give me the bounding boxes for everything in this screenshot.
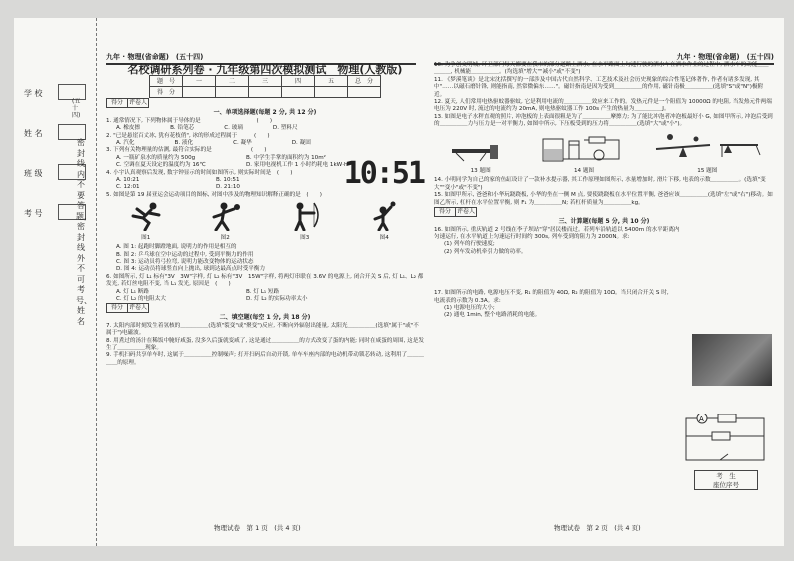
section-1-title: 一、单项选择题(每题 2 分, 共 12 分) xyxy=(213,109,317,117)
table-tennis-icon xyxy=(204,201,246,231)
question-17: 17. 如图所示的电路, 电源电压不变, R₁ 的阻值为 40Ω, R₂ 的阻值为 10Ω。当只闭合开关 S 时, 电流表的示数为 0.3A。求: xyxy=(434,290,669,304)
page-2 xyxy=(434,62,774,320)
question-16: 16. 如图所示, 重庆轨道 2 号线在李子坝站"穿"居民楼而过。若列车沿轨道以 5400m 的水平距离内匀速运行, 在水平轨道上匀速运行时间约 300s, 列车受到的阻力为 2000N。求: xyxy=(434,226,680,240)
question-15: 15. 如图甲所示, 爸爸和小华玩跷跷板, 小华的坐在一侧 M 点, 要使跷跷板在水平位置平衡, 爸爸应该＿＿＿＿＿(选填"左"或"右")移动。如图乙所示, 杠杆在水平位置平衡, 则 F₁ 为＿＿＿＿＿N; 若杠杆质量为＿＿＿＿＿kg。 xyxy=(434,192,773,206)
question-3: 3. 下列有关物理量的估测, 最符合实际的是 ( ) xyxy=(106,147,267,154)
figure-row-13-15 xyxy=(434,131,774,176)
page-1 xyxy=(106,62,424,367)
question-3-options: A. 一瓶矿泉水的质量约为 500g B. 中学生手掌的面积约为 10m² C. 空调在夏天设定的温度约为 16℃ D. 家用电视机工作 1 小时约耗电 1kW·h xyxy=(116,154,348,169)
svg-text:A: A xyxy=(699,415,704,423)
question-2-options: A. 汽化 B. 液化 C. 凝华 D. 凝固 xyxy=(116,140,311,147)
question-11: 11. 《梦溪笔谈》是北宋沈括撰写的一部涉及中国古代自然科学、工艺技术及社会历史现象的综合性笔记体著作, 作者有诸多发现, 其中"……以磁石磨针锋, 则能指南, 然常微偏东……"。磁针指南是因为受到＿＿＿＿＿的作用, 磁针南极＿＿＿＿＿(选填"S"或"N")极附近。 xyxy=(434,76,764,98)
sport-icons xyxy=(106,201,424,242)
question-5: 5. 如图是第 19 届亚运会运动项目的图标, 对图中涉及的物理知识解释正确的是 ( ) xyxy=(106,191,322,198)
question-13: 13. 如图是电子水秤直观的照片, 冲泡板的上表面很粗是为了＿＿＿＿＿摩擦力; 为了能比冲泡者冲泡板最好小 G, 如图甲所示, 冲泡后受到的＿＿＿＿＿力与压力是一对平衡力, 如图中所示, 下压板受到的压力将＿＿＿＿＿(选填"大"或"小")。 xyxy=(434,113,773,128)
question-1: 1. 通常情况下, 下列物体属于导体的是 ( ) xyxy=(106,117,273,124)
figure-2: 图2 xyxy=(204,201,246,242)
name-field: 姓 名 xyxy=(24,128,88,139)
figure-14: 14 题图 xyxy=(539,131,629,176)
question-1-options: A. 橡皮擦 B. 铅笔芯 C. 玻璃 D. 塑料尺 xyxy=(116,125,298,132)
figure-15: 15 题图 xyxy=(652,131,762,176)
figure-13: 13 题图 xyxy=(446,131,516,176)
question-10: 10. 为争创文明城, 环卫部门每天都要在我市的部分道路上洒水, 在水平路面上匀速行驶的洒水车在洒水作业的过程中, 洒水车的动能＿＿＿＿＿, 机械能＿＿＿＿＿。(均选填"增大""减小"或"不变") xyxy=(434,62,769,76)
digital-clock: 10:51 xyxy=(343,155,424,191)
section-3-title: 三、计算题(每题 5 分, 共 10 分) xyxy=(558,218,650,226)
header-right: 九年 · 物理(省命题) (五十四) xyxy=(434,52,774,65)
question-14: 14. 小明同学为自己的家的鱼缸设计了一款补水提示器, 其工作原理如图所示, 水量增加时, 滑片下移, 电表的示数＿＿＿＿＿。(选填"变大""变小"或"不变") xyxy=(434,177,766,191)
question-6: 6. 如图所示, 灯 L₁ 标有"3V 3W"字样, 灯 L₂ 标有"3V 15W"字样, 将两灯串联在 3.6V 的电源上, 闭合开关 S 后, 灯 L₁、L₂ 都发光, 若灯丝电阻不变, 当 L₁ 发光, 原因是 ( ) xyxy=(106,273,424,288)
figure-4: 图4 xyxy=(363,201,405,242)
figure-3: 图3 xyxy=(284,201,326,242)
question-6-options: A. 灯 L₁ 断路 B. 灯 L₁ 短路 C. 灯 L₂ 的电阻太大 D. 灯 L₂ 的实际功率太小 xyxy=(116,288,308,302)
circuit-diagram-17 xyxy=(682,414,768,464)
runner-icon xyxy=(125,201,167,231)
section-2-title: 二、填空题(每空 1 分, 共 18 分) xyxy=(219,314,311,322)
grade-box-2: 得分 评卷人 xyxy=(106,303,149,313)
side-code: (五十四) xyxy=(72,98,81,119)
binding-margin xyxy=(14,18,97,546)
question-17-parts: (1) 电源电压的大小; (2) 通电 1min, 整个电路消耗的电能。 xyxy=(444,304,541,319)
question-8: 8. 用煮过的汤汁在稀饭中腌好咸蛋, 没多久后蛋就变咸了, 这是通过＿＿＿＿＿的方式改变了蛋的内能; 同时在咸蛋的周围, 这是发生了＿＿＿＿＿现象。 xyxy=(106,337,424,351)
exam-number-field: 考 号 xyxy=(24,208,88,219)
grade-box-3: 得分 评卷人 xyxy=(434,207,477,217)
exam-title: 名校调研系列卷 · 九年级第四次模拟测试 物理(人教版) xyxy=(127,63,403,76)
balance-board-figure xyxy=(446,131,516,165)
question-16-parts: (1) 列车的行驶速度; (2) 列车发动机牵引力做的功率。 xyxy=(444,241,527,255)
footer-page-2: 物理试卷 第 2 页 (共 4 页) xyxy=(554,524,641,532)
question-9: 9. 手机扫码共享单车时, 这属于＿＿＿＿＿控制噪声; 打开扫码后自动开锁, 单车车座内部的电动机带动锁芯转动, 这利用了＿＿＿＿＿的原理。 xyxy=(106,352,424,366)
question-5-options: A. 图 1: 起跑时脚蹬地面, 说明力的作用是相互的 B. 图 2: 乒乓球在空中运动的过程中, 受到平衡力的作用 C. 图 3: 运动员将弓拉弯, 说明力能改变物体的运动状态 D. 图 4: 运动员将球竖直向上抛出, 球到达最高点时受平衡力 xyxy=(116,244,266,273)
question-2: 2. "已是悬崖百丈冰, 犹有花枝俏", 冰的形成过程属于 ( ) xyxy=(106,132,270,139)
light-rail-photo xyxy=(692,334,772,386)
score-table: 题 号 一 二 三 四 五 总 分 得 分 xyxy=(149,75,381,98)
basketball-icon xyxy=(363,201,405,231)
water-level-circuit-figure xyxy=(539,131,629,165)
question-4: 4. 小宇认真观察后发现, 数字钟显示的时间如图所示, 则实际时间是 ( ) xyxy=(106,169,293,176)
archery-icon xyxy=(284,201,326,231)
question-4-options: A. 10:21 B. 10:51 C. 12:01 D. 21:10 xyxy=(116,177,240,191)
figure-1: 图1 xyxy=(125,201,167,242)
question-12: 12. 夏天, 人们常用电热驱蚊器驱蚊, 它是利用电流的＿＿＿＿＿效应来工作的。发热元件是一个阻值为 10000Ω 的电阻, 当发热元件两端电压为 220V 时, 流过的电流约为 20mA, 则电热驱蚊器工作 100s 产生的热量为＿＿＿＿＿J。 xyxy=(434,99,772,113)
exam-sheet xyxy=(14,18,784,546)
seal-line-text: 密封线内不要答题，密封线外不可考号、姓名 xyxy=(76,138,92,326)
header-left: 九年 · 物理(省命题) (五十四) xyxy=(106,52,416,65)
question-7: 7. 太阳内部时刻发生着氢核的＿＿＿＿＿(选填"裂变"或"聚变")反应, 不断向外辐射出能量, 太阳光＿＿＿＿＿(选填"属于"或"不属于")电磁波。 xyxy=(106,322,419,337)
grade-box: 得分 评卷人 xyxy=(106,98,149,108)
seat-number-box: 考 生 座位序号 xyxy=(694,470,758,490)
school-field: 学 校 xyxy=(24,88,88,99)
class-field: 班 级 xyxy=(24,168,88,179)
seesaw-lever-figure xyxy=(652,131,762,165)
footer-page-1: 物理试卷 第 1 页 (共 4 页) xyxy=(214,524,301,532)
